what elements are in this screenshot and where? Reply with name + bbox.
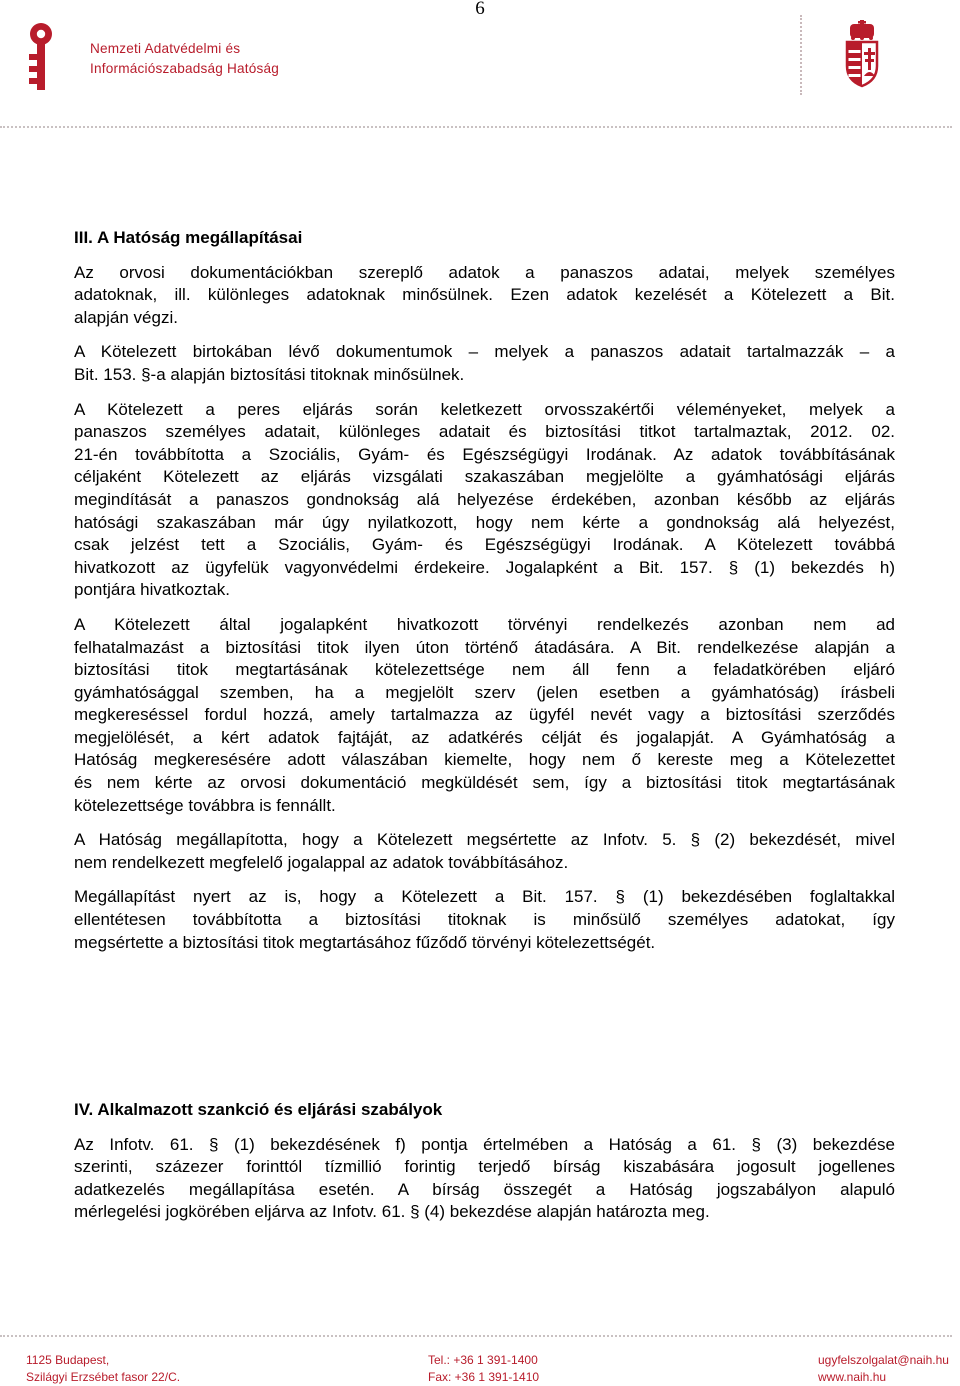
text-line: Hatóság megkeresésére adott válaszában kiemelte, hogy nem ő kereste meg a Kötelezettet bbox=[74, 750, 895, 770]
text-line: Az orvosi dokumentációkban szereplő adatok a panaszos adatai, melyek személyes bbox=[74, 262, 895, 282]
website-link[interactable]: www.naih.hu bbox=[818, 1370, 887, 1384]
paragraph bbox=[74, 614, 895, 817]
text-line: hatósági szakaszában már úgy nyilatkozott, hogy nem kérte a gondnokság alá helyezést, bbox=[74, 512, 895, 532]
org-name-line2: Információszabadság Hatóság bbox=[90, 61, 280, 76]
footer-contact bbox=[818, 1352, 949, 1386]
text-line: panaszos személyes adatait, különleges adatait és biztosítási titkot tartalmaztak, 2012. 02. bbox=[74, 422, 895, 442]
address-line: 1125 Budapest, bbox=[26, 1353, 110, 1367]
text-line: Az Infotv. 61. § (1) bekezdésének f) pontja értelmében a Hatóság a 61. § (3) bekezdése bbox=[74, 1134, 895, 1154]
footer-phone bbox=[428, 1352, 539, 1386]
text-line: megjelölését, a kért adatok fajtáját, az adatkérés célját és jogalapját. A Gyámhatóság a bbox=[74, 727, 895, 747]
text-line: megkereséssel fordul hozzá, amely tartalmazza az ügyfél nevét vagy a biztosítási szerződés bbox=[74, 705, 895, 725]
header-dotted-rule bbox=[0, 126, 952, 128]
key-logo-icon bbox=[24, 22, 58, 94]
address-line: Szilágyi Erzsébet fasor 22/C. bbox=[26, 1370, 181, 1384]
paragraph bbox=[74, 1134, 895, 1224]
document-body-section-iv bbox=[74, 1099, 895, 1224]
paragraph bbox=[74, 886, 895, 954]
coat-of-arms-icon bbox=[844, 20, 880, 88]
org-name-line1: Nemzeti Adatvédelmi és bbox=[90, 41, 241, 56]
text-line: pontjára hivatkoztak. bbox=[74, 580, 230, 600]
text-line: adatoknak, ill. különleges adatoknak minősülnek. Ezen adatok kezelését a Kötelezett a Bit. bbox=[74, 285, 895, 305]
text-line: gyámhatósággal szemben, ha a megjelölt szerv (jelen esetben a gyámhatóság) írásbeli bbox=[74, 682, 895, 702]
paragraph bbox=[74, 829, 895, 874]
organization-name bbox=[90, 39, 279, 79]
footer-dotted-rule bbox=[0, 1335, 952, 1337]
fax: Fax: +36 1 391-1410 bbox=[428, 1370, 540, 1384]
header-separator bbox=[800, 15, 802, 95]
text-line: megindítását a panaszos gondnokság alá helyezése érdekében, azonban később az eljárás bbox=[74, 489, 895, 509]
text-line: Bit. 153. §-a alapján biztosítási titoknak minősülnek. bbox=[74, 364, 465, 384]
paragraph bbox=[74, 262, 895, 330]
paragraph bbox=[74, 399, 895, 602]
text-line: szerinti, százezer forinttól tízmillió forintig terjedő bírság kiszabására jogosult jogellenes bbox=[74, 1157, 895, 1177]
document-body bbox=[74, 227, 895, 954]
text-line: ellentétesen továbbította a biztosítási titoknak is minősülő személyes adatokat, így bbox=[74, 910, 895, 930]
text-line: hivatkozott az ügyfelük vagyonvédelmi érdekeire. Jogalapként a Bit. 157. § (1) bekezdés h) bbox=[74, 557, 895, 577]
section-heading-iii: III. A Hatóság megállapításai bbox=[74, 228, 303, 247]
text-line: kötelezettsége továbbra is fennállt. bbox=[74, 795, 336, 815]
footer-address bbox=[26, 1352, 180, 1386]
page-number: 6 bbox=[475, 0, 485, 19]
text-line: adatkezelés megállapítása esetén. A bírság összegét a Hatóság jogszabályon alapuló bbox=[74, 1179, 895, 1199]
text-line: mérlegelési jogkörében eljárva az Infotv. 61. § (4) bekezdése alapján határozta meg. bbox=[74, 1202, 710, 1222]
text-line: felhatalmazást a biztosítási titok ilyen úton történő átadására. A Bit. rendelkezése alapján a bbox=[74, 637, 895, 657]
text-line: biztosítási titok megtartásának kötelezettsége nem áll fenn a feladatkörében eljáró bbox=[74, 660, 895, 680]
text-line: céljaként Kötelezett az eljárás vizsgálati szakaszában megjelölte a gyámhatósági eljárás bbox=[74, 467, 895, 487]
paragraph bbox=[74, 341, 895, 386]
email-link[interactable]: ugyfelszolgalat@naih.hu bbox=[818, 1353, 949, 1367]
text-line: alapján végzi. bbox=[74, 307, 178, 327]
text-line: A Kötelezett a peres eljárás során keletkezett orvosszakértői véleményeket, melyek a bbox=[74, 399, 895, 419]
text-line: 21-én továbbította a Szociális, Gyám- és Egészségügyi Irodának. Az adatok továbbításának bbox=[74, 444, 895, 464]
section-heading-iv: IV. Alkalmazott szankció és eljárási szabályok bbox=[74, 1100, 443, 1119]
text-line: megsértette a biztosítási titok megtartásához fűződő törvényi kötelezettségét. bbox=[74, 932, 656, 952]
telephone: Tel.: +36 1 391-1400 bbox=[428, 1353, 538, 1367]
text-line: és nem kérte az orvosi dokumentáció megküldését sem, így a biztosítási titok megtartásának bbox=[74, 773, 895, 793]
text-line: A Kötelezett birtokában lévő dokumentumok – melyek a panaszos adatait tartalmazzák – a bbox=[74, 342, 895, 362]
text-line: Megállapítást nyert az is, hogy a Kötelezett a Bit. 157. § (1) bekezdésében foglaltakkal bbox=[74, 887, 895, 907]
text-line: csak jelzést tett a Szociális, Gyám- és Egészségügyi Irodának. A Kötelezett továbbá bbox=[74, 535, 895, 555]
text-line: A Hatóság megállapította, hogy a Kötelezett megsértette az Infotv. 5. § (2) bekezdését, mivel bbox=[74, 830, 895, 850]
text-line: nem rendelkezett megfelelő jogalappal az adatok továbbításához. bbox=[74, 852, 569, 872]
text-line: A Kötelezett által jogalapként hivatkozott törvényi rendelkezés azonban nem ad bbox=[74, 614, 895, 634]
